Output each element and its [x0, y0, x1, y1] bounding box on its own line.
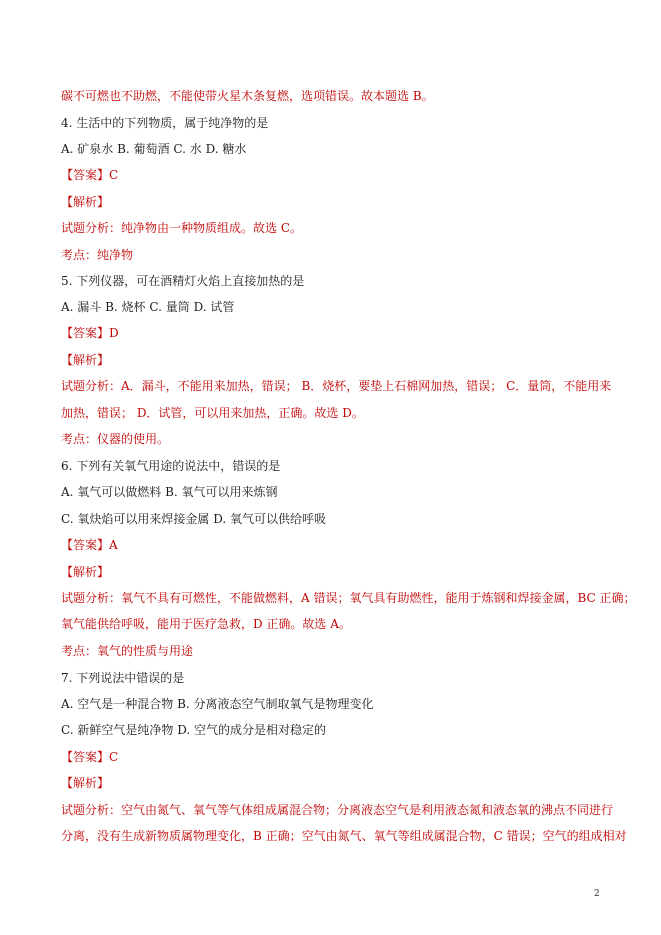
analysis-heading-6: 【解析】	[61, 565, 110, 579]
analysis-6-line-2: 氧气能供给呼吸，能用于医疗急救，D 正确。故选 A。	[61, 617, 351, 631]
question-6-options-ab: A. 氧气可以做燃料 B. 氧气可以用来炼钢	[61, 485, 278, 499]
analysis-4: 试题分析：纯净物由一种物质组成。故选 C。	[61, 221, 302, 235]
answer-4: 【答案】C	[61, 168, 119, 182]
question-7: 7. 下列说法中错误的是	[61, 671, 185, 685]
question-6: 6. 下列有关氧气用途的说法中，错误的是	[61, 459, 281, 473]
analysis-heading-4: 【解析】	[61, 195, 110, 209]
question-5: 5. 下列仪器，可在酒精灯火焰上直接加热的是	[61, 274, 305, 288]
answer-7: 【答案】C	[61, 750, 119, 764]
analysis-heading-5: 【解析】	[61, 353, 110, 367]
analysis-7-line-2: 分离，没有生成新物质属物理变化，B 正确；空气由氮气、氧气等组成属混合物，C 错误；空气的组成相对	[61, 829, 627, 843]
analysis-6-line-1: 试题分析：氧气不具有可燃性，不能做燃料，A 错误；氧气具有助燃性，能用于炼钢和焊接金属，BC 正确；	[61, 591, 636, 605]
answer-6: 【答案】A	[61, 538, 118, 552]
analysis-7-line-1: 试题分析：空气由氮气、氧气等气体组成属混合物；分离液态空气是利用液态氮和液态氧的沸点不同进行	[61, 803, 614, 817]
question-4-options: A. 矿泉水 B. 葡萄酒 C. 水 D. 糖水	[61, 142, 247, 156]
knowledge-point-4: 考点：纯净物	[61, 248, 134, 262]
question-7-options-cd: C. 新鲜空气是纯净物 D. 空气的成分是相对稳定的	[61, 723, 327, 737]
analysis-5-line-2: 加热，错误； D．试管，可以用来加热，正确。故选 D。	[61, 406, 364, 420]
knowledge-point-5: 考点：仪器的使用。	[61, 432, 170, 446]
analysis-5-line-1: 试题分析：A．漏斗，不能用来加热，错误； B．烧杯，要垫上石棉网加热，错误； C．量筒，不能用来	[61, 379, 612, 393]
analysis-heading-7: 【解析】	[61, 776, 110, 790]
knowledge-point-6: 考点：氧气的性质与用途	[61, 644, 194, 658]
page-number: 2	[594, 889, 600, 899]
prev-analysis-tail: 碳不可燃也不助燃，不能使带火星木条复燃，选项错误。故本题选 B。	[61, 89, 434, 103]
answer-5: 【答案】D	[61, 326, 119, 340]
question-7-options-ab: A. 空气是一种混合物 B. 分离液态空气制取氧气是物理变化	[61, 697, 374, 711]
question-5-options: A. 漏斗 B. 烧杯 C. 量筒 D. 试管	[61, 300, 235, 314]
question-4: 4. 生活中的下列物质，属于纯净物的是	[61, 116, 269, 130]
question-6-options-cd: C. 氧炔焰可以用来焊接金属 D. 氧气可以供给呼吸	[61, 512, 327, 526]
